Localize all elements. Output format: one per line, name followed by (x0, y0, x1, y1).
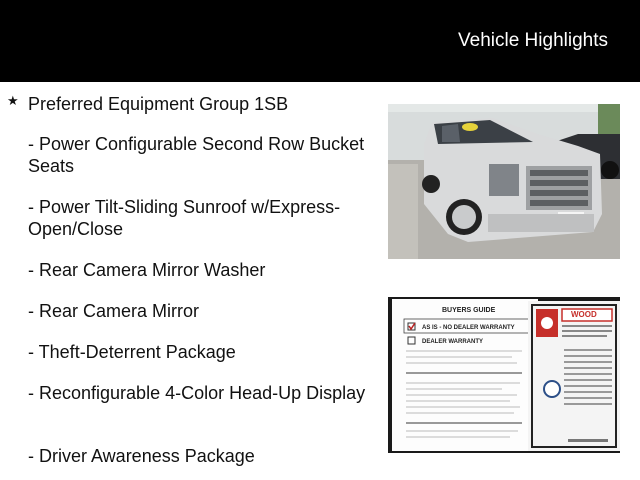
list-item: - Reconfigurable 4-Color Head-Up Display (28, 383, 366, 403)
header-bar (0, 0, 640, 82)
guide-title: BUYERS GUIDE (442, 307, 496, 314)
guide-lines-icon (392, 299, 538, 451)
list-item: - Theft-Deterrent Package (28, 342, 236, 362)
suv-photo-icon (388, 104, 620, 259)
star-icon: ★ (7, 94, 19, 109)
dealer-logo-icon (528, 301, 620, 451)
buyers-guide-photo[interactable] (388, 297, 620, 453)
dealer-card (528, 301, 620, 451)
list-item: - Power Configurable Second Row Bucket Seats (28, 134, 365, 176)
guide-dealer-warranty: DEALER WARRANTY (422, 339, 483, 345)
list-item: - Power Tilt-Sliding Sunroof w/Express-Open/Close (28, 197, 341, 239)
dealer-name: WOOD (571, 310, 597, 319)
vehicle-photo[interactable] (388, 104, 620, 259)
guide-as-is: AS IS - NO DEALER WARRANTY (422, 325, 515, 331)
list-item: - Driver Awareness Package (28, 446, 255, 466)
buyers-guide-sheet (392, 299, 538, 451)
page-title: Vehicle Highlights (458, 30, 608, 51)
list-item: - Rear Camera Mirror (28, 301, 200, 321)
list-item: Preferred Equipment Group 1SB (28, 94, 289, 114)
list-item: - Rear Camera Mirror Washer (28, 260, 266, 280)
